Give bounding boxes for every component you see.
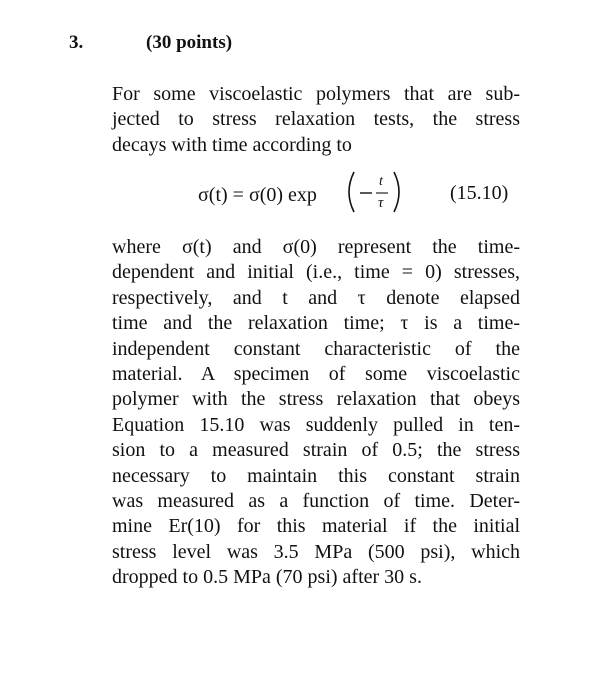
body-line: independent constant characteristic of the [112, 337, 520, 360]
equation-lhs: σ(t) = σ(0) exp [198, 184, 317, 206]
body-line: polymer with the stress relaxation that obeys [112, 388, 520, 411]
body-line: dependent and initial (i.e., time = 0) stresses, [112, 261, 520, 284]
body-line: material. A specimen of some viscoelastic [112, 363, 520, 386]
right-paren-icon [394, 172, 399, 212]
equation-label: (15.10) [450, 182, 509, 204]
problem-number: 3. [69, 32, 84, 53]
body-line: Equation 15.10 was suddenly pulled in ten- [112, 413, 520, 436]
intro-line: jected to stress relaxation tests, the stress [112, 108, 520, 131]
fraction-numerator: t [379, 174, 383, 189]
problem-points: (30 points) [146, 32, 233, 53]
body-line: dropped to 0.5 MPa (70 psi) after 30 s. [112, 566, 422, 589]
intro-line: decays with time according to [112, 133, 352, 156]
body-line: was measured as a function of time. Deter- [112, 490, 520, 513]
body-line: necessary to maintain this constant strain [112, 464, 520, 487]
fraction-denominator: τ [378, 195, 384, 211]
body-paragraph [112, 235, 520, 591]
body-line: time and the relaxation time; τ is a time- [112, 312, 520, 335]
body-line: stress level was 3.5 MPa (500 psi), which [112, 540, 520, 563]
left-paren-icon [349, 172, 354, 212]
body-line: mine Er(10) for this material if the initial [112, 515, 520, 538]
body-line: where σ(t) and σ(0) represent the time- [112, 236, 520, 258]
intro-line: For some viscoelastic polymers that are sub- [112, 83, 520, 105]
equation-row [0, 164, 613, 214]
equation-fraction [342, 168, 412, 218]
body-line: sion to a measured strain of 0.5; the stress [112, 439, 520, 462]
intro-paragraph [112, 82, 520, 158]
body-line: respectively, and t and τ denote elapsed [112, 286, 520, 309]
